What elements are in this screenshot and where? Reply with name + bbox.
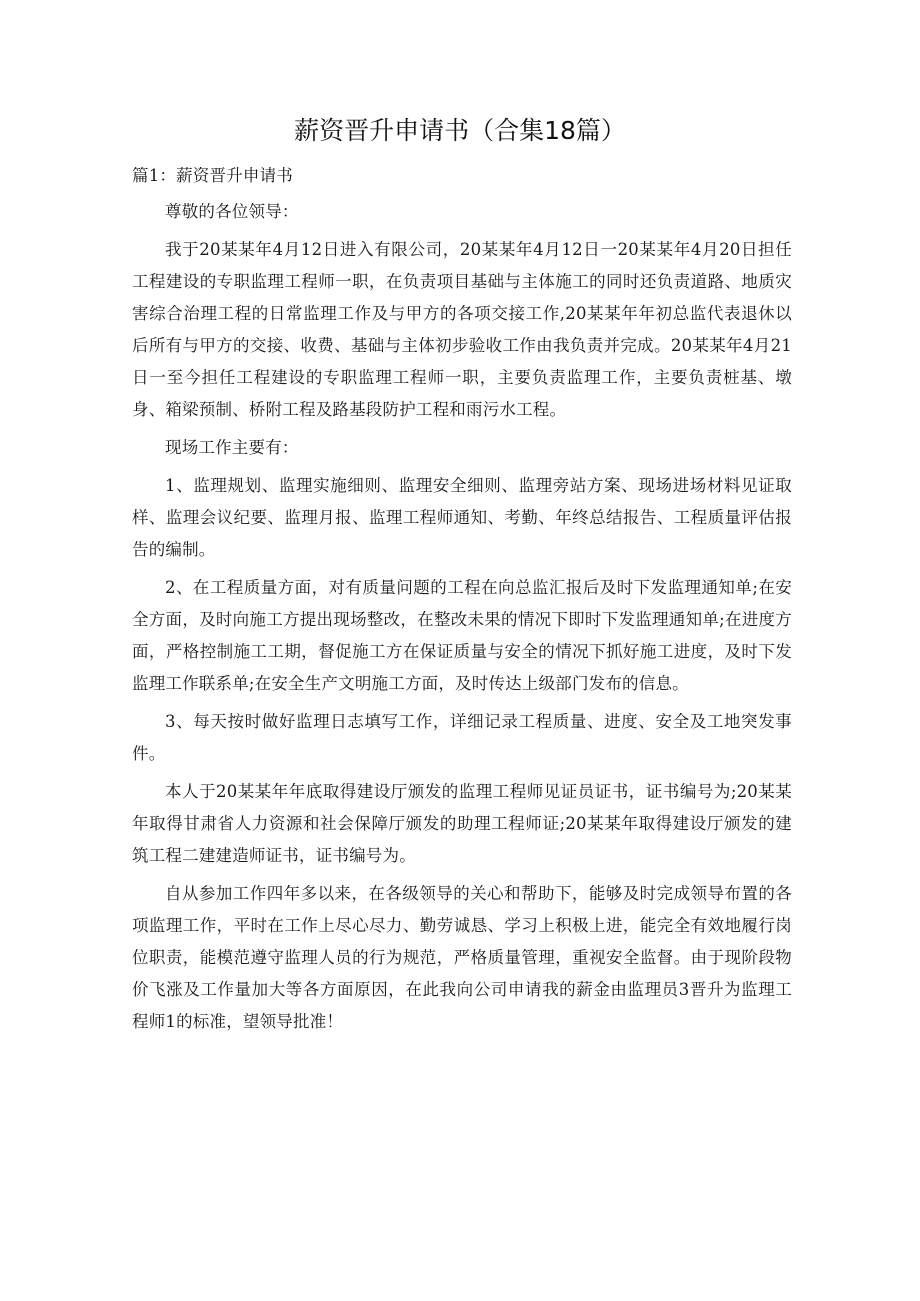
salutation: 尊敬的各位领导： xyxy=(165,202,299,221)
section-heading: 篇1：薪资晋升申请书 xyxy=(132,166,293,185)
paragraph-certificates: 本人于20某某年年底取得建设厅颁发的监理工程师见证员证书，证书编号为;20某某年取得甘肃省人力资源和社会保障厅颁发的助理工程师证;20某某年取得建设厅颁发的建筑工程二建建造师证书，证书编号为。 xyxy=(132,782,792,865)
paragraph-duty-3: 3、每天按时做好监理日志填写工作，详细记录工程质量、进度、安全及工地突发事件。 xyxy=(132,712,792,763)
paragraph-duty-1: 1、监理规划、监理实施细则、监理安全细则、监理旁站方案、现场进场材料见证取样、监理会议纪要、监理月报、监理工程师通知、考勤、年终总结报告、工程质量评估报告的编制。 xyxy=(132,476,792,559)
document-body xyxy=(132,160,792,1044)
document-title: 薪资晋升申请书（合集18篇） xyxy=(294,116,626,145)
paragraph-employment-history: 我于20某某年4月12日进入有限公司，20某某年4月12日一20某某年4月20日担任工程建设的专职监理工程师一职，在负责项目基础与主体施工的同时还负责道路、地质灾害综合治理工程的日常监理工作及与甲方的各项交接工作,20某某年年初总监代表退休以后所有与甲方的交接、收费、基础与主体初步验收工作由我负责并完成。20某某年4月21日一至今担任工程建设的专职监理工程师一职，主要负责监理工作，主要负责桩基、墩身、箱梁预制、桥附工程及路基段防护工程和雨污水工程。 xyxy=(132,240,792,419)
paragraph-duty-2: 2、在工程质量方面，对有质量问题的工程在向总监汇报后及时下发监理通知单;在安全方面，及时向施工方提出现场整改，在整改未果的情况下即时下发监理通知单;在进度方面，严格控制施工工期，督促施工方在保证质量与安全的情况下抓好施工进度，及时下发监理工作联系单;在安全生产文明施工方面，及时传达上级部门发布的信息。 xyxy=(132,578,792,693)
paragraph-duties-intro: 现场工作主要有： xyxy=(165,438,299,457)
paragraph-request: 自从参加工作四年多以来，在各级领导的关心和帮助下，能够及时完成领导布置的各项监理工作，平时在工作上尽心尽力、勤劳诚恳、学习上积极上进，能完全有效地履行岗位职责，能模范遵守监理人员的行为规范，严格质量管理，重视安全监督。由于现阶段物价飞涨及工作量加大等各方面原因，在此我向公司申请我的薪金由监理员3晋升为监理工程师1的标准，望领导批准！ xyxy=(132,884,792,1031)
